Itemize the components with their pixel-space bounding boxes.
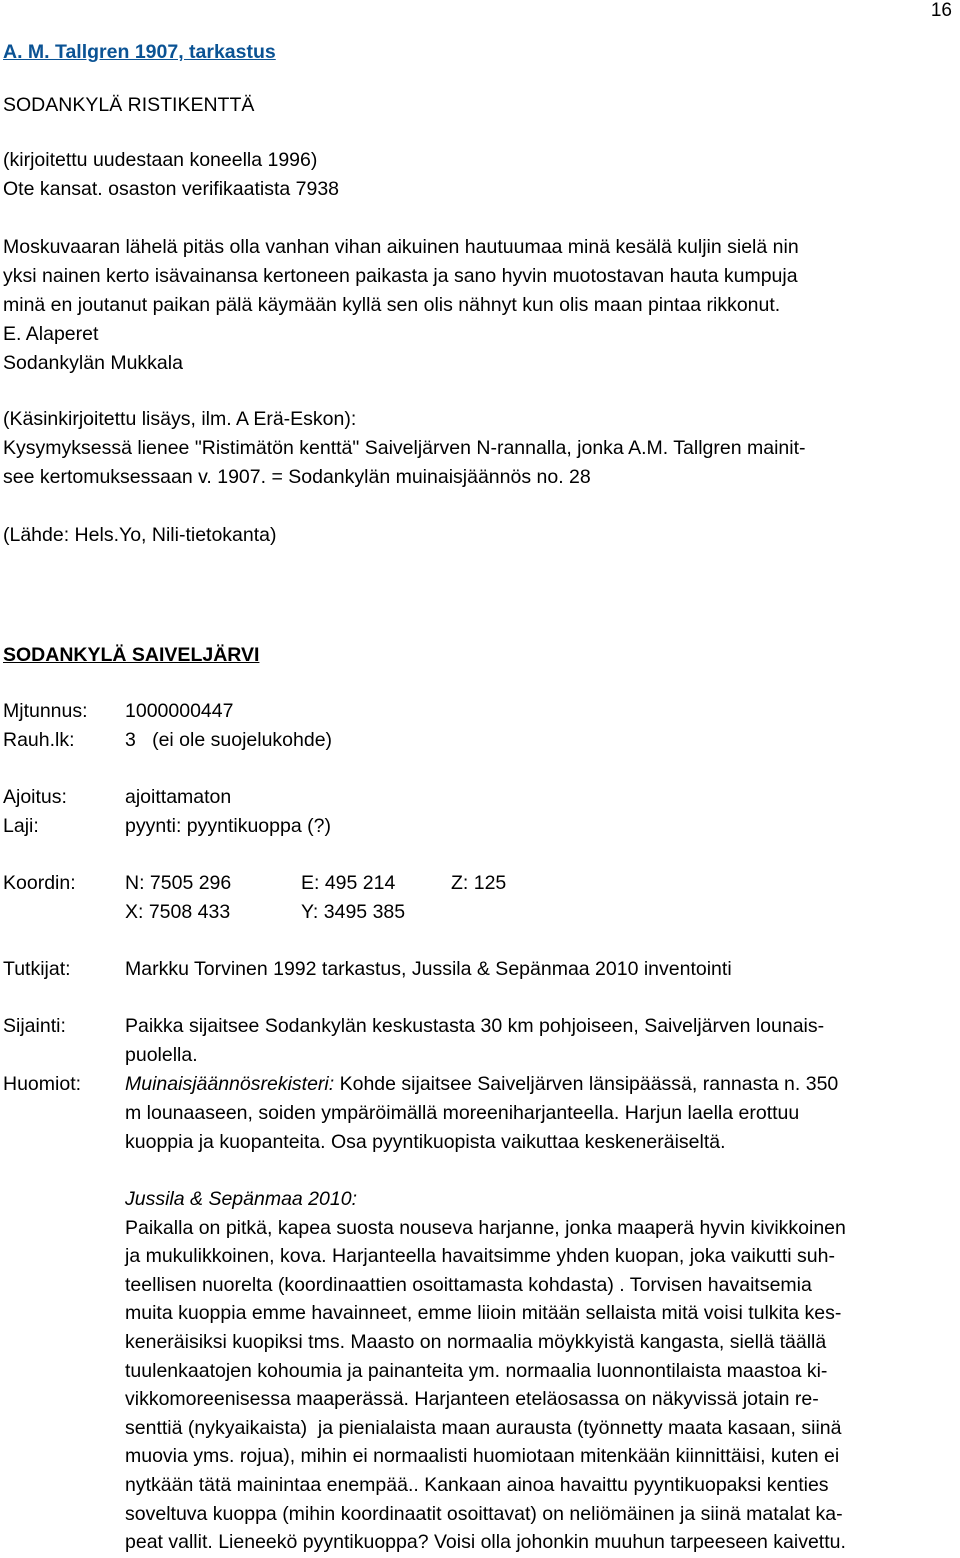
field-label: Huomiot: bbox=[3, 1073, 82, 1095]
field-value: 1000000447 bbox=[125, 700, 234, 722]
note-block bbox=[3, 146, 957, 204]
coord-y: Y: 3495 385 bbox=[301, 901, 406, 923]
survey-heading bbox=[125, 1185, 957, 1214]
location-notes bbox=[3, 1012, 957, 1157]
field-row-huomiot bbox=[3, 1070, 957, 1157]
field-row-tutkijat bbox=[3, 955, 957, 984]
story-line: Moskuvaaran lähelä pitäs olla vanhan vihan aikuinen hautuumaa minä kesälä kuljin sielä nin bbox=[3, 236, 799, 258]
addendum-block bbox=[3, 405, 957, 492]
coord-x: X: 7508 433 bbox=[125, 901, 231, 923]
field-label: Mjtunnus: bbox=[3, 700, 88, 722]
coord-row bbox=[3, 869, 957, 898]
coord-values bbox=[125, 869, 957, 898]
coord-row bbox=[3, 898, 957, 927]
field-label: Koordin: bbox=[3, 872, 76, 894]
story-line: yksi nainen kerto isävainansa kertoneen paikasta ja sano hyvin muotostavan hauta kumpuja bbox=[3, 265, 798, 287]
id-fields bbox=[3, 697, 957, 755]
informant-place: Sodankylän Mukkala bbox=[3, 352, 183, 374]
survey-line: senttiä (nykyaikaista) ja pienialaista maan aurausta (työnnetty maata kasaan, siinä bbox=[125, 1416, 842, 1439]
addendum-line: (Käsinkirjoitettu lisäys, ilm. A Erä-Eskon): bbox=[3, 408, 357, 430]
site-heading: SODANKYLÄ SAIVELJÄRVI bbox=[3, 644, 260, 666]
note-line-2: Ote kansat. osaston verifikaatista 7938 bbox=[3, 178, 340, 200]
field-row-sijainti bbox=[3, 1012, 957, 1070]
note-line-1: (kirjoitettu uudestaan koneella 1996) bbox=[3, 149, 318, 171]
story-line: minä en joutanut paikan pälä käymään kyllä sen olis nähnyt kun olis maan pintaa rikkonut. bbox=[3, 294, 781, 316]
survey-line: muita kuoppia emme havainneet, emme liioin mitään sellaista mitä voisi tulkita kes- bbox=[125, 1302, 842, 1325]
site-name: SODANKYLÄ RISTIKENTTÄ bbox=[3, 94, 255, 116]
coord-z: Z: 125 bbox=[451, 872, 507, 894]
register-source: Muinaisjäännösrekisteri: bbox=[125, 1073, 335, 1095]
survey-line: muovia yms. rojua), mihin ei normaalisti huomiotaan mitenkään kiinnittäisi, kuten ei bbox=[125, 1445, 840, 1468]
field-value bbox=[125, 1070, 957, 1157]
text-line: puolella. bbox=[125, 1044, 198, 1066]
source-block bbox=[3, 521, 957, 550]
field-row-laji bbox=[3, 812, 957, 841]
survey-line: soveltuva kuoppa (mihin koordinaatit osoittavat) on neliömäinen ja siinä matalat ka- bbox=[125, 1502, 843, 1525]
survey-section bbox=[125, 1185, 957, 1557]
researchers bbox=[3, 955, 957, 984]
coord-n: N: 7505 296 bbox=[125, 872, 232, 894]
field-value bbox=[125, 1012, 957, 1070]
text-line: Paikka sijaitsee Sodankylän keskustasta 30 km pohjoiseen, Saiveljärven lounais- bbox=[125, 1015, 825, 1037]
survey-line: nytkään tätä mainintaa enempää.. Kankaan ainoa havaittu pyyntikuopaksi kenties bbox=[125, 1473, 829, 1496]
story-block bbox=[3, 233, 957, 378]
header-section bbox=[3, 38, 957, 67]
field-label: Ajoitus: bbox=[3, 786, 67, 808]
survey-line: Paikalla on pitkä, kapea suosta nouseva harjanne, jonka maaperä hyvin kivikkoinen bbox=[125, 1216, 846, 1239]
addendum-line: Kysymyksessä lienee "Ristimätön kenttä" Saiveljärven N-rannalla, jonka A.M. Tallgren mainit- bbox=[3, 437, 806, 459]
field-row-mjtunnus bbox=[3, 697, 957, 726]
survey-heading-text: Jussila & Sepänmaa 2010: bbox=[125, 1188, 357, 1210]
survey-line: vikkomoreenisessa maaperässä. Harjanteen eteläosassa on näkyvissä jotain re- bbox=[125, 1388, 819, 1411]
field-label: Tutkijat: bbox=[3, 958, 71, 980]
text-line: kuoppia ja kuopanteita. Osa pyyntikuopista vaikuttaa keskeneräiseltä. bbox=[125, 1131, 726, 1153]
site-heading-block bbox=[3, 641, 957, 670]
coord-values bbox=[125, 898, 957, 927]
survey-line: ja mukulikkoinen, kova. Harjanteella havaitsimme yhden kuopan, joka vaikutti suh- bbox=[125, 1245, 835, 1268]
survey-line: peat vallit. Lieneekö pyyntikuoppa? Voisi olla johonkin muuhun tarpeeseen kaivettu. bbox=[125, 1531, 846, 1554]
addendum-line: see kertomuksessaan v. 1907. = Sodankylän muinaisjäännös no. 28 bbox=[3, 466, 591, 488]
field-label: Laji: bbox=[3, 815, 39, 837]
field-value: ajoittamaton bbox=[125, 786, 232, 808]
field-label: Rauh.lk: bbox=[3, 729, 75, 751]
text-line: m lounaaseen, soiden ympäröimällä moreeniharjanteella. Harjun laella erottuu bbox=[125, 1102, 800, 1124]
document-title: A. M. Tallgren 1907, tarkastus bbox=[3, 41, 276, 63]
text-line bbox=[125, 1070, 957, 1099]
field-row-ajoitus bbox=[3, 783, 957, 812]
field-row-rauh bbox=[3, 726, 957, 755]
field-value: 3 (ei ole suojelukohde) bbox=[125, 729, 333, 751]
coord-e: E: 495 214 bbox=[301, 872, 396, 894]
type-fields bbox=[3, 783, 957, 841]
field-value: pyynti: pyyntikuoppa (?) bbox=[125, 815, 331, 837]
text-span: Kohde sijaitsee Saiveljärven länsipäässä, rannasta n. 350 bbox=[334, 1073, 839, 1095]
informant-name: E. Alaperet bbox=[3, 323, 99, 345]
field-value: Markku Torvinen 1992 tarkastus, Jussila & Sepänmaa 2010 inventointi bbox=[125, 958, 732, 980]
survey-line: teellisen nuorelta (koordinaattien osoittamasta kohdasta) . Torvisen havaitsemia bbox=[125, 1273, 812, 1296]
survey-line: keneräisiksi kuopiksi tms. Maasto on normaalia möykkyistä kangasta, siellä täällä bbox=[125, 1330, 827, 1353]
field-label: Sijainti: bbox=[3, 1015, 66, 1037]
coordinates bbox=[3, 869, 957, 927]
page-number: 16 bbox=[930, 0, 952, 21]
site-name-block bbox=[3, 91, 957, 120]
survey-line: tuulenkaatojen kohoumia ja painanteita ym. normaalia luonnontilaista maastoa ki- bbox=[125, 1359, 828, 1382]
source-note: (Lähde: Hels.Yo, Nili-tietokanta) bbox=[3, 524, 277, 546]
